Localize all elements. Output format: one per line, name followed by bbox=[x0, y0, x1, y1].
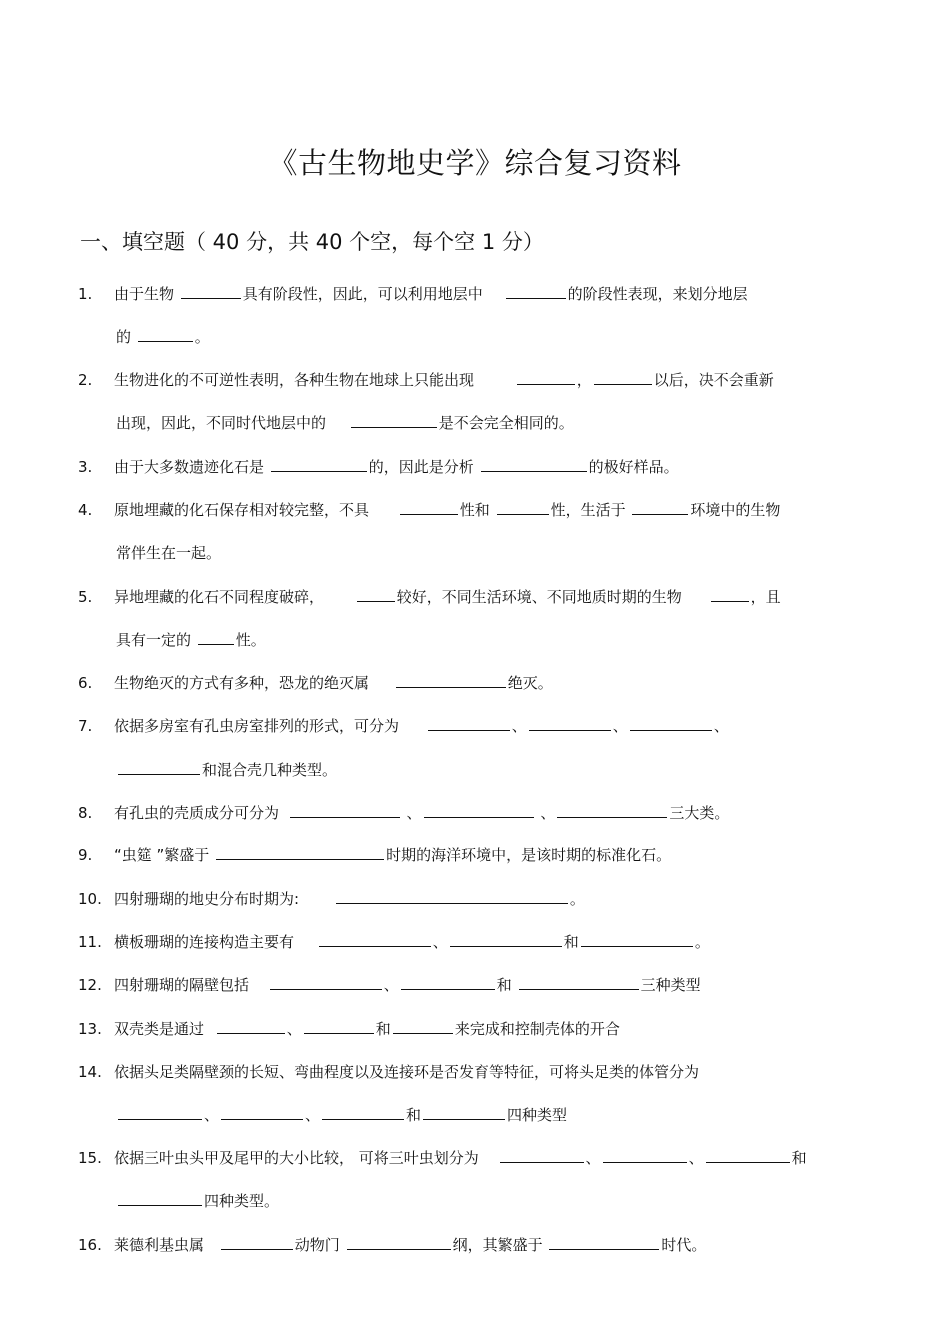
answer-blank[interactable] bbox=[632, 497, 688, 515]
question-number: 16. bbox=[78, 1236, 102, 1254]
question-text: 、 bbox=[401, 804, 422, 822]
answer-blank[interactable] bbox=[221, 1232, 293, 1250]
question-text: 和 bbox=[791, 1149, 807, 1167]
answer-blank[interactable] bbox=[400, 497, 458, 515]
question-text: ， bbox=[576, 371, 592, 389]
answer-blank[interactable] bbox=[319, 929, 431, 947]
question-text: 莱德利基虫属 bbox=[114, 1236, 209, 1254]
answer-blank[interactable] bbox=[594, 367, 652, 385]
answer-blank[interactable] bbox=[217, 1016, 285, 1034]
question-text: 常伴生在一起。 bbox=[116, 544, 222, 562]
question-text: 由于大多数遗迹化石是 bbox=[114, 458, 269, 476]
answer-blank[interactable] bbox=[347, 1232, 451, 1250]
question-text: 的阶段性表现，来划分地层 bbox=[567, 285, 748, 303]
answer-blank[interactable] bbox=[118, 757, 200, 775]
question-text: 、 bbox=[612, 717, 628, 735]
question-number: 15. bbox=[78, 1149, 102, 1167]
answer-blank[interactable] bbox=[424, 800, 534, 818]
question-text: 和 bbox=[375, 1020, 391, 1038]
question-text: 、 bbox=[511, 717, 527, 735]
answer-blank[interactable] bbox=[497, 497, 549, 515]
answer-blank[interactable] bbox=[500, 1145, 584, 1163]
question-10 bbox=[0, 886, 950, 912]
answer-blank[interactable] bbox=[401, 972, 495, 990]
question-text: 横板珊瑚的连接构造主要有 bbox=[114, 933, 299, 951]
answer-blank[interactable] bbox=[481, 454, 587, 472]
question-text: 来完成和控制壳体的开合 bbox=[454, 1020, 620, 1038]
question-text: 生物绝灭的方式有多种，恐龙的绝灭属 bbox=[114, 674, 374, 692]
question-text: 原地埋藏的化石保存相对较完整，不具 bbox=[114, 501, 374, 519]
question-text: 较好，不同生活环境、不同地质时期的生物 bbox=[396, 588, 687, 606]
answer-blank[interactable] bbox=[517, 367, 575, 385]
question-text: 。 bbox=[694, 933, 710, 951]
question-text: 依据多房室有孔虫房室排列的形式，可分为 bbox=[114, 717, 404, 735]
question-text: 具有一定的 bbox=[116, 631, 196, 649]
page-title: 《古生物地史学》综合复习资料 bbox=[268, 146, 682, 180]
question-7-continued bbox=[0, 757, 950, 783]
question-2 bbox=[0, 367, 950, 393]
question-16 bbox=[0, 1232, 950, 1258]
question-text: 四种类型 bbox=[507, 1106, 568, 1124]
question-text: 依据三叶虫头甲及尾甲的大小比较， 可将三叶虫划分为 bbox=[114, 1149, 484, 1167]
answer-blank[interactable] bbox=[138, 324, 193, 342]
question-2-continued bbox=[0, 410, 950, 436]
question-number: 11. bbox=[78, 933, 102, 951]
question-8 bbox=[0, 800, 950, 826]
question-1 bbox=[0, 281, 950, 307]
question-12 bbox=[0, 972, 950, 998]
question-text: 、 bbox=[305, 1106, 321, 1124]
answer-blank[interactable] bbox=[519, 972, 639, 990]
answer-blank[interactable] bbox=[270, 972, 382, 990]
question-text: ，且 bbox=[750, 588, 781, 606]
question-text: 双壳类是通过 bbox=[114, 1020, 209, 1038]
question-7 bbox=[0, 713, 950, 739]
question-text: 、 bbox=[585, 1149, 601, 1167]
question-1-continued bbox=[0, 324, 950, 350]
answer-blank[interactable] bbox=[336, 886, 568, 904]
question-text: 三种类型 bbox=[640, 976, 701, 994]
question-number: 13. bbox=[78, 1020, 102, 1038]
question-14-continued bbox=[0, 1102, 950, 1128]
answer-blank[interactable] bbox=[630, 713, 712, 731]
question-text: 是不会完全相同的。 bbox=[438, 414, 574, 432]
answer-blank[interactable] bbox=[304, 1016, 374, 1034]
answer-blank[interactable] bbox=[711, 584, 749, 602]
question-text: 。 bbox=[194, 328, 210, 346]
question-text: 三大类。 bbox=[669, 804, 730, 822]
question-text: 时代。 bbox=[661, 1236, 707, 1254]
question-6 bbox=[0, 670, 950, 696]
question-number: 10. bbox=[78, 890, 102, 908]
question-text: 以后，决不会重新 bbox=[653, 371, 774, 389]
question-text: “虫筵 ”繁盛于 bbox=[114, 846, 215, 864]
question-text: 、 bbox=[204, 1106, 220, 1124]
question-11 bbox=[0, 929, 950, 955]
question-text: 的 bbox=[116, 328, 136, 346]
answer-blank[interactable] bbox=[529, 713, 611, 731]
question-5-continued bbox=[0, 627, 950, 653]
answer-blank[interactable] bbox=[322, 1102, 404, 1120]
answer-blank[interactable] bbox=[450, 929, 562, 947]
question-text: 、 bbox=[688, 1149, 704, 1167]
question-text: 由于生物 bbox=[114, 285, 179, 303]
answer-blank[interactable] bbox=[216, 842, 384, 860]
question-text: 依据头足类隔壁颈的长短、弯曲程度以及连接环是否发育等特征，可将头足类的体管分为 bbox=[114, 1063, 700, 1081]
question-text: 和 bbox=[563, 933, 579, 951]
question-text: 四种类型。 bbox=[204, 1192, 280, 1210]
question-15-continued bbox=[0, 1188, 950, 1214]
answer-blank[interactable] bbox=[118, 1102, 202, 1120]
question-number: 6. bbox=[78, 674, 93, 692]
question-number: 14. bbox=[78, 1063, 102, 1081]
answer-blank[interactable] bbox=[581, 929, 693, 947]
question-14 bbox=[0, 1059, 950, 1085]
question-number: 4. bbox=[78, 501, 93, 519]
question-text: 四射珊瑚的地史分布时期为: bbox=[114, 890, 304, 908]
answer-blank[interactable] bbox=[271, 454, 367, 472]
question-text: 性和 bbox=[459, 501, 495, 519]
answer-blank[interactable] bbox=[351, 410, 437, 428]
answer-blank[interactable] bbox=[423, 1102, 505, 1120]
question-9 bbox=[0, 842, 950, 868]
question-number: 8. bbox=[78, 804, 93, 822]
question-15 bbox=[0, 1145, 950, 1171]
answer-blank[interactable] bbox=[549, 1232, 659, 1250]
question-text: 具有阶段性，因此，可以利用地层中 bbox=[242, 285, 488, 303]
answer-blank[interactable] bbox=[181, 281, 241, 299]
answer-blank[interactable] bbox=[118, 1188, 202, 1206]
question-number: 12. bbox=[78, 976, 102, 994]
answer-blank[interactable] bbox=[557, 800, 667, 818]
question-text: 、 bbox=[535, 804, 556, 822]
answer-blank[interactable] bbox=[357, 584, 395, 602]
question-text: 、 bbox=[713, 717, 729, 735]
answer-blank[interactable] bbox=[603, 1145, 687, 1163]
question-text: 和 bbox=[406, 1106, 422, 1124]
question-text: 性，生活于 bbox=[550, 501, 631, 519]
question-text: 和 bbox=[496, 976, 517, 994]
question-text: 。 bbox=[569, 890, 585, 908]
question-5 bbox=[0, 584, 950, 610]
question-number: 1. bbox=[78, 285, 93, 303]
question-text: 生物进化的不可逆性表明，各种生物在地球上只能出现 bbox=[114, 371, 479, 389]
question-text: 性。 bbox=[235, 631, 266, 649]
answer-blank[interactable] bbox=[393, 1016, 453, 1034]
question-text: 环境中的生物 bbox=[690, 501, 781, 519]
answer-blank[interactable] bbox=[396, 670, 506, 688]
question-number: 9. bbox=[78, 846, 93, 864]
question-number: 3. bbox=[78, 458, 93, 476]
answer-blank[interactable] bbox=[706, 1145, 790, 1163]
answer-blank[interactable] bbox=[198, 627, 234, 645]
question-text: 和混合壳几种类型。 bbox=[202, 761, 338, 779]
question-number: 7. bbox=[78, 717, 93, 735]
question-4-continued bbox=[0, 540, 950, 566]
question-text: 纲，其繁盛于 bbox=[452, 1236, 548, 1254]
question-text: 有孔虫的壳质成分可分为 bbox=[114, 804, 284, 822]
question-number: 2. bbox=[78, 371, 93, 389]
question-number: 5. bbox=[78, 588, 93, 606]
question-text: 的极好样品。 bbox=[588, 458, 679, 476]
question-text: 、 bbox=[432, 933, 448, 951]
section-heading: 一、填空题（ 40 分，共 40 个空，每个空 1 分） bbox=[80, 230, 544, 254]
question-3 bbox=[0, 454, 950, 480]
question-13 bbox=[0, 1016, 950, 1042]
question-text: 异地埋藏的化石不同程度破碎， bbox=[114, 588, 329, 606]
question-4 bbox=[0, 497, 950, 523]
question-text: 四射珊瑚的隔壁包括 bbox=[114, 976, 254, 994]
question-text: 的，因此是分析 bbox=[368, 458, 479, 476]
answer-blank[interactable] bbox=[428, 713, 510, 731]
answer-blank[interactable] bbox=[290, 800, 400, 818]
question-text: 、 bbox=[286, 1020, 302, 1038]
answer-blank[interactable] bbox=[506, 281, 566, 299]
answer-blank[interactable] bbox=[221, 1102, 303, 1120]
question-text: 出现，因此，不同时代地层中的 bbox=[116, 414, 331, 432]
question-text: 、 bbox=[383, 976, 399, 994]
question-text: 绝灭。 bbox=[507, 674, 553, 692]
question-text: 时期的海洋环境中，是该时期的标准化石。 bbox=[386, 846, 672, 864]
question-text: 动物门 bbox=[294, 1236, 345, 1254]
